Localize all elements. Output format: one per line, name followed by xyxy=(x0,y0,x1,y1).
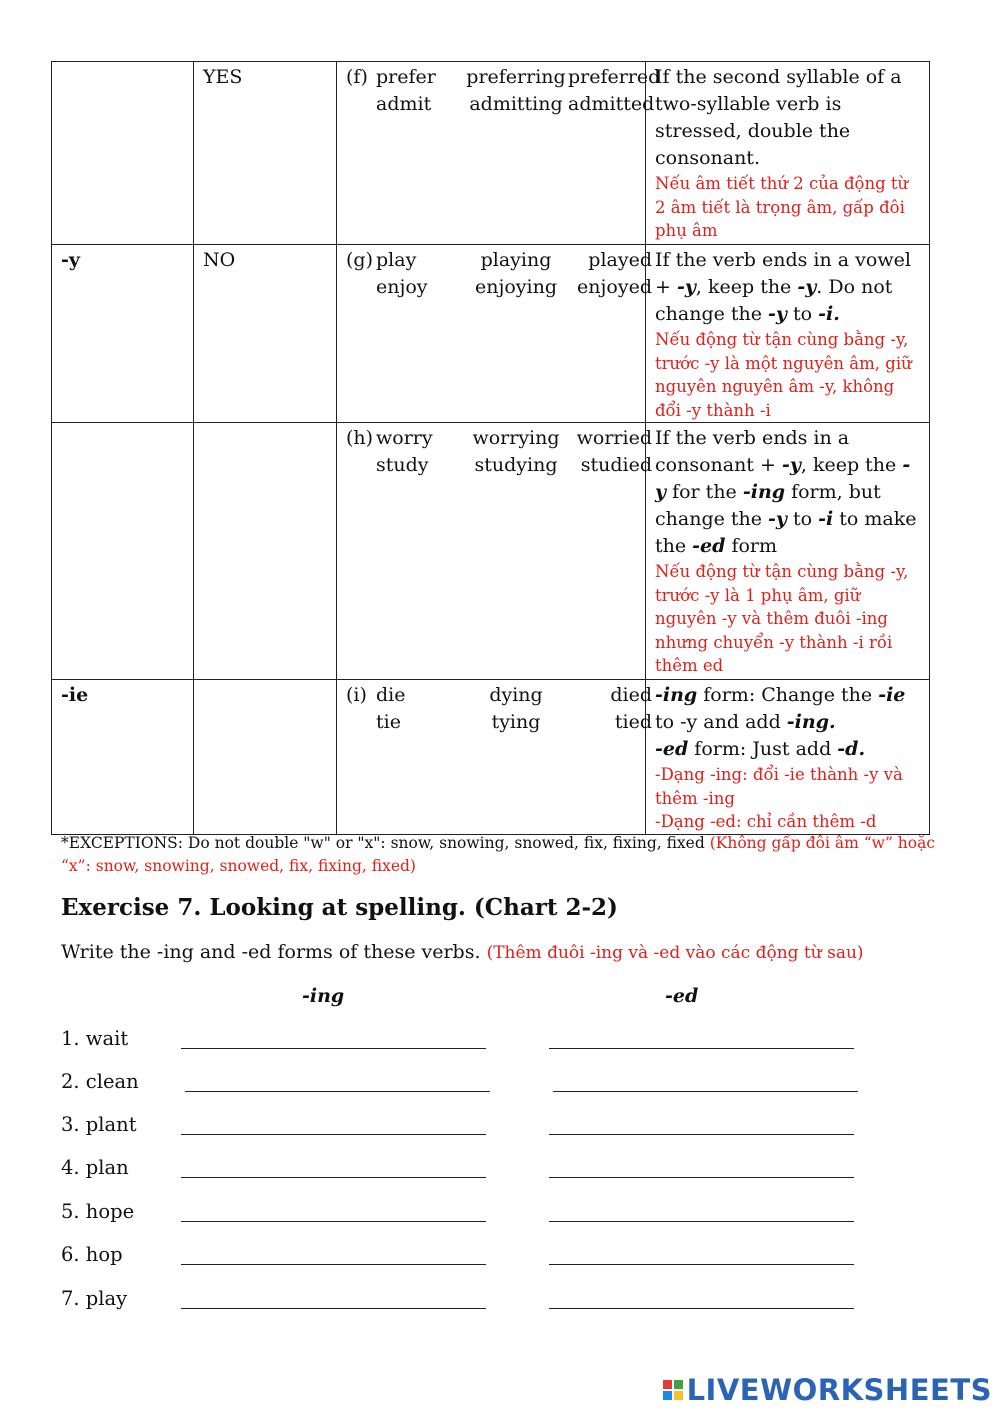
ing-answer-blank[interactable] xyxy=(181,1177,486,1178)
logo-tile xyxy=(674,1391,683,1400)
exercise-item-label: 5. hope xyxy=(61,1200,135,1223)
rule-text: If the second syllable of a two-syllable verb is stressed, double the consonant. xyxy=(655,66,902,169)
example-word: enjoy xyxy=(376,276,428,298)
column-header-ing: -ing xyxy=(302,985,345,1007)
ed-answer-blank[interactable] xyxy=(549,1177,854,1178)
example-word: played xyxy=(588,249,652,271)
ing-answer-blank[interactable] xyxy=(185,1091,490,1092)
exceptions-note xyxy=(61,832,941,878)
rule-text-vi: Nếu động từ tận cùng bằng -y, trước -y là 1 phụ âm, giữ nguyên -y và thêm đuôi -ing nhưng chuyển -y thành -i rồi thêm ed xyxy=(655,562,909,675)
ing-answer-blank[interactable] xyxy=(181,1264,486,1265)
example-word: studied xyxy=(580,454,652,476)
logo-tile xyxy=(663,1380,672,1389)
exercise-item-label: 1. wait xyxy=(61,1027,129,1050)
ending-cell xyxy=(52,62,194,245)
column-header-ed: -ed xyxy=(665,985,699,1007)
spelling-rules-table xyxy=(51,61,930,835)
rule-cell xyxy=(646,245,930,423)
ing-answer-blank[interactable] xyxy=(181,1048,486,1049)
ed-answer-blank[interactable] xyxy=(549,1221,854,1222)
example-word: play xyxy=(376,249,417,271)
example-word: studying xyxy=(474,454,558,476)
example-word: admitting xyxy=(469,93,563,115)
rule-text: -ing form: Change the -ie to -y and add -ing. -ed form: Just add -d. xyxy=(655,684,906,760)
example-word: died xyxy=(610,684,652,706)
rule-cell xyxy=(646,680,930,835)
rule-text: If the verb ends in a vowel + -y, keep the -y. Do not change the -y to -i. xyxy=(655,249,911,325)
double-consonant-cell xyxy=(194,680,337,835)
instruction-text: Write the -ing and -ed forms of these verbs. xyxy=(61,941,481,963)
example-label: (f) xyxy=(346,66,368,88)
examples-cell xyxy=(337,245,652,423)
ed-answer-blank[interactable] xyxy=(549,1134,854,1135)
ed-answer-blank[interactable] xyxy=(549,1264,854,1265)
example-label: (i) xyxy=(346,684,367,706)
rule-row xyxy=(52,680,930,835)
example-word: worry xyxy=(376,427,433,449)
exercise-title: Exercise 7. Looking at spelling. (Chart 2-2) xyxy=(61,894,618,921)
rule-cell xyxy=(646,62,930,245)
example-word: worrying xyxy=(472,427,560,449)
exercise-item-label: 3. plant xyxy=(61,1113,137,1136)
ending-cell: -y xyxy=(52,245,194,423)
ing-answer-blank[interactable] xyxy=(181,1308,486,1309)
examples-cell xyxy=(337,62,661,245)
double-consonant-cell: YES xyxy=(194,62,337,245)
exercise-instruction xyxy=(61,941,864,963)
rule-text-vi: Nếu âm tiết thứ 2 của động từ 2 âm tiết là trọng âm, gấp đôi phụ âm xyxy=(655,174,909,240)
exercise-item-label: 6. hop xyxy=(61,1243,123,1266)
example-word: tying xyxy=(491,711,541,733)
rule-cell xyxy=(646,423,930,680)
rule-text: If the verb ends in a consonant + -y, keep the -y for the -ing form, but change the -y to -i to make the -ed form xyxy=(655,427,917,557)
ending-cell: -ie xyxy=(52,680,194,835)
rule-text-vi: Nếu động từ tận cùng bằng -y, trước -y là một nguyên âm, giữ nguyên nguyên âm -y, không đổi -y thành -i xyxy=(655,330,912,420)
rule-row xyxy=(52,423,930,680)
exceptions-text-vi: (Không gấp đôi âm “w” hoặc “x”: snow, snowing, snowed, fix, fixing, fixed) xyxy=(61,834,936,875)
rule-row xyxy=(52,245,930,423)
rule-text-vi: -Dạng -ing: đổi -ie thành -y và thêm -ing -Dạng -ed: chỉ cần thêm -d xyxy=(655,765,903,831)
logo-icon xyxy=(663,1380,683,1400)
example-word: study xyxy=(376,454,429,476)
exercise-item-label: 4. plan xyxy=(61,1156,129,1179)
ending-cell xyxy=(52,423,194,680)
logo-tile xyxy=(674,1380,683,1389)
logo-tile xyxy=(663,1391,672,1400)
instruction-text-vi: (Thêm đuôi -ing và -ed vào các động từ sau) xyxy=(486,943,864,963)
double-consonant-cell: NO xyxy=(194,245,337,423)
example-word: enjoying xyxy=(474,276,558,298)
exercise-item-label: 7. play xyxy=(61,1287,128,1310)
example-word: worried xyxy=(576,427,652,449)
examples-cell xyxy=(337,680,652,835)
ed-answer-blank[interactable] xyxy=(549,1308,854,1309)
example-word: enjoyed xyxy=(577,276,652,298)
example-label: (h) xyxy=(346,427,374,449)
example-word: preferred xyxy=(568,66,661,88)
example-word: dying xyxy=(489,684,543,706)
example-word: preferring xyxy=(466,66,566,88)
logo-text: LIVEWORKSHEETS xyxy=(686,1373,992,1407)
exceptions-text: *EXCEPTIONS: Do not double "w" or "x": snow, snowing, snowed, fix, fixing, fixed xyxy=(61,834,705,852)
rule-row xyxy=(52,62,930,245)
exercise-item-label: 2. clean xyxy=(61,1070,139,1093)
example-word: prefer xyxy=(376,66,436,88)
double-consonant-cell xyxy=(194,423,337,680)
example-label: (g) xyxy=(346,249,373,271)
examples-cell xyxy=(337,423,652,680)
ing-answer-blank[interactable] xyxy=(181,1221,486,1222)
example-word: tie xyxy=(376,711,401,733)
example-word: admitted xyxy=(568,93,655,115)
example-word: admit xyxy=(376,93,432,115)
ing-answer-blank[interactable] xyxy=(181,1134,486,1135)
example-word: playing xyxy=(480,249,552,271)
liveworksheets-logo xyxy=(663,1373,992,1407)
ed-answer-blank[interactable] xyxy=(553,1091,858,1092)
ed-answer-blank[interactable] xyxy=(549,1048,854,1049)
example-word: die xyxy=(376,684,406,706)
example-word: tied xyxy=(614,711,652,733)
